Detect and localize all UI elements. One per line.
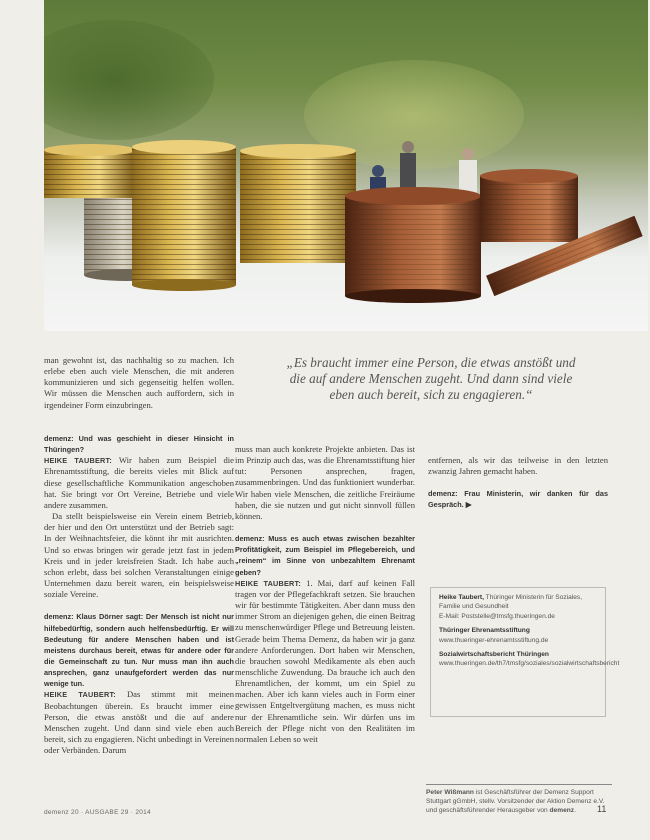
page-number: 11 <box>597 804 607 814</box>
info-title: Sozialwirtschaftsbericht Thüringen <box>439 651 549 659</box>
interview-answer <box>44 689 234 756</box>
info-name: Heike Taubert, <box>439 594 484 601</box>
answer-text: Das stimmt mit meinen Beobachtungen überein. Es braucht immer eine Person, die etwas anstößt und die auf andere Menschen zugeht. Und dann sind viele eben auch bereit, sich zu engagieren. Nicht unbedingt in Vereinen oder Verbänden. Darum <box>44 689 234 756</box>
info-box <box>430 587 620 717</box>
magazine-name: demenz <box>549 806 575 814</box>
answer-text: 1. Mai, darf auf keinen Fall tragen vor der Pflegefachkraft setzen. Sie brauchen wir für bestimmte Tätigkeiten. Aber dann muss den immer Strom an diejenigen gehen, die einen Beitrag zu menschenwürdiger Pflege und Betreuung leisten. Gerade beim Thema Demenz, da haben wir ja ganz andere Anforderungen. Dort haben wir Menschen, die brauchen sowohl Medikamente als eben auch menschliche Zuwendung. Da brauche ich auch den Ehrenamtlichen, der kommt, um ein Spiel zu machen. Aber ich kann vieles auch in Form einer gewissen Entgeltvergütung machen, es muss nicht nur der Ehrenamtliche sein. Wir dürfen uns im Bereich der Pflege nicht von den Realitäten im normalen Leben so weit <box>235 577 415 744</box>
interview-question: demenz: Klaus Dörner sagt: Der Mensch ist nicht nur hilfebedürftig, sondern auch helfensbedürftig. Er will Bedeutung für andere Menschen haben und ist meistens durchaus bereit, etwas für andere oder für die Gemeinschaft zu tun. Nur muss man ihn auch ansprechen, ganz unaufgefordert werden das nur wenige tun. <box>44 612 234 689</box>
body-paragraph: Da stellt beispielsweise ein Verein einem Betrieb, der hier und den Ort unterstützt und der Betrieb sagt: In der Weihnachtsfeier, die könnt ihr mit ausrichten. Und so etwas bringen wir gerade jetzt fast in jedem Kreis und in jeder kreisfreien Stadt. Ich habe auch schon erlebt, dass bei solchen Veranstaltungen einige Unternehmen dazu bereit waren, ein beispielsweise soziale Vereine. <box>44 511 234 600</box>
interview-answer <box>44 455 234 511</box>
info-email[interactable]: E-Mail: Poststelle@tmsfg.thueringen.de <box>439 612 555 620</box>
info-block-contact <box>439 593 597 621</box>
interview-question: demenz: Und was geschieht in dieser Hinsicht in Thüringen? <box>44 434 234 455</box>
interview-question: demenz: Muss es auch etwas zwischen bezahlter Profitätigkeit, zum Beispiel im Pflegebereich, und „reinem“ im Sinne von unbezahltem Ehrenamt geben? <box>235 534 415 577</box>
closing-question: demenz: Frau Ministerin, wir danken für das Gespräch. ▶ <box>428 489 608 510</box>
column-3 <box>428 455 608 511</box>
speaker-name: HEIKE TAUBERT: <box>235 578 301 588</box>
info-url[interactable]: www.thueringer-ehrenamtsstiftung.de <box>439 636 549 644</box>
body-paragraph: man gewohnt ist, das nachhaltig so zu machen. Ich erlebe eben auch viele Menschen, die mit anderen kommunizieren und sich gegenseitig helfen wollen. Wir müssen die Menschen auch auffordern, sich in irgendeiner Form einzubringen. <box>44 355 234 410</box>
page-footer: demenz 20 · AUSGABE 29 · 2014 <box>44 809 151 816</box>
column-1 <box>44 433 234 756</box>
answer-text: Wir haben zum Beispiel die Ehrenamtsstiftung, die bereits vieles mit Blick auf diese gesellschaftliche Kommunikation angeschoben hat. Sie bringt vor Ort Vereine, Betriebe und viele andere zusammen. <box>44 455 234 510</box>
info-url[interactable]: www.thueringen.de/th7/tmsfg/soziales/sozialwirtschaftsbericht <box>439 660 620 668</box>
info-block-report <box>439 650 620 669</box>
info-title: Thüringer Ehrenamtsstiftung <box>439 627 530 635</box>
speaker-name: HEIKE TAUBERT: <box>44 690 116 700</box>
end-marker-icon: ▶ <box>465 500 472 510</box>
coin-stacks-illustration <box>44 0 648 331</box>
coins-photo <box>44 0 648 331</box>
info-block-foundation <box>439 626 597 645</box>
interview-answer <box>235 578 415 745</box>
column-1-top <box>44 355 234 411</box>
author-text: ist Geschäftsführer der Demenz Support Stuttgart gGmbH, stellv. Vorsitzender der Aktion Demenz e.V. und geschäftsführender Herausgeber von <box>426 789 605 814</box>
info-text: Thüringer Ministerin für Soziales, Familie und Gesundheit <box>439 594 583 611</box>
body-paragraph: entfernen, als wir das teilweise in den letzten zwanzig Jahren gemacht haben. <box>428 455 608 477</box>
column-2 <box>235 444 415 745</box>
pull-quote: „Es braucht immer eine Person, die etwas anstößt und die auf andere Menschen zugeht. Und dann sind viele eben auch bereit, sich zu engagieren.“ <box>286 355 576 402</box>
author-name: Peter Wißmann <box>426 789 474 796</box>
author-caption: Peter Wißmann ist Geschäftsführer der Demenz Support Stuttgart gGmbH, stellv. Vorsitzender der Aktion Demenz e.V. und geschäftsführender Herausgeber von demenz. <box>426 784 612 815</box>
speaker-name: HEIKE TAUBERT: <box>44 456 112 466</box>
body-paragraph: muss man auch konkrete Projekte anbieten. Das ist im Prinzip auch das, was die Ehrenamtsstiftung hier tut: Personen ansprechen, fragen, zusammenbringen. Und das funktioniert wunderbar. Wir haben viele Menschen, die zeitliche Freiräume haben, die sie nutzen und gut nicht sinnvoll füllen können. <box>235 444 415 521</box>
